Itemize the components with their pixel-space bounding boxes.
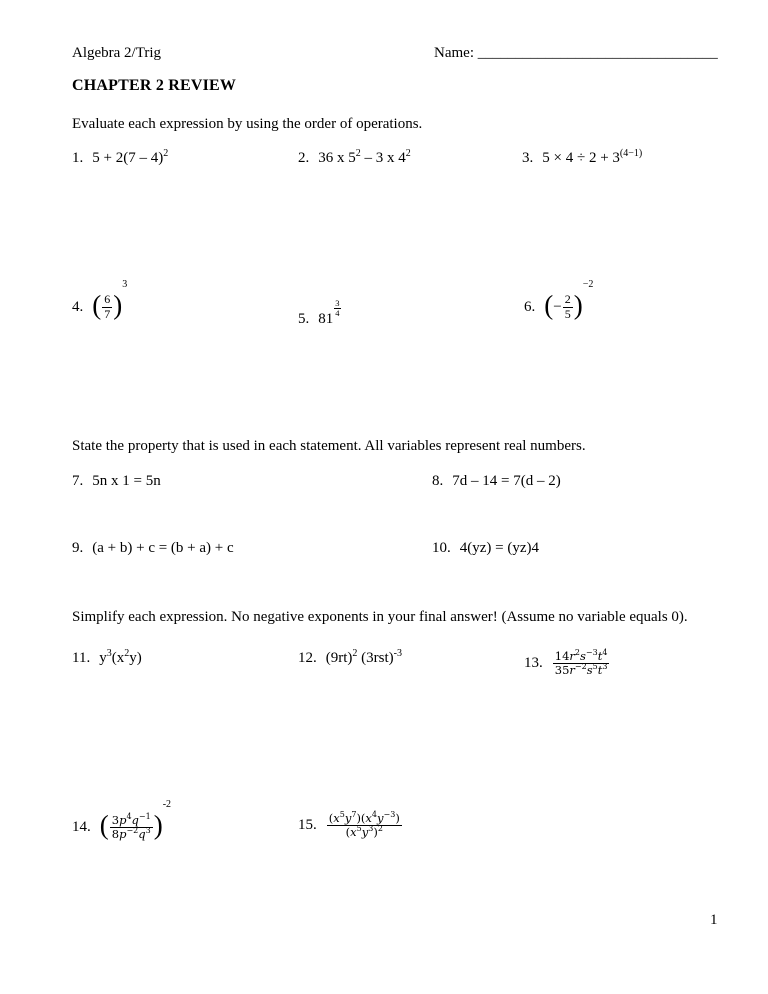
section-2-instructions: State the property that is used in each statement. All variables represent real numbers.: [72, 438, 586, 454]
problem-3-expression: $5 \times 4 \div 2 + 3^{(4-1)}$: [542, 148, 643, 166]
course-label: Algebra 2/Trig: [72, 45, 162, 61]
problem-1-number: 1.: [72, 150, 84, 166]
problem-13-expression: $\frac{14r^2s^{-3}t^4}{35r^{-2}s^5t^3}$: [554, 648, 608, 678]
problem-12-number: 12.: [298, 650, 317, 666]
problem-8: [432, 473, 561, 490]
problem-2-expression: 36 x $5^2 - 3$ x $4^2$: [318, 148, 411, 166]
problem-7: [72, 473, 161, 490]
problem-10-expression: 4(yz) = (yz)4: [459, 540, 540, 556]
problem-10: [432, 540, 539, 557]
problem-4-number: 4.: [72, 298, 84, 315]
problem-6: [524, 279, 594, 323]
problem-14-number: 14.: [72, 818, 91, 835]
problem-15-expression: $\frac{(x^5y^7)(x^4y^{-3})}{(x^5y^3)^2}$: [328, 810, 400, 840]
problem-2-number: 2.: [298, 150, 310, 166]
problem-15-number: 15.: [298, 817, 317, 834]
problem-5: [298, 299, 341, 328]
problem-5-expression: 81 $\frac{3}{4}$: [318, 298, 340, 328]
problem-6-expression: (− $\frac{2}{5}$ )$^{-2}$: [544, 279, 594, 321]
problem-11-number: 11.: [72, 650, 91, 666]
problem-5-number: 5.: [298, 311, 310, 328]
problem-9-number: 9.: [72, 540, 84, 556]
problem-4: [72, 279, 128, 323]
problem-14: [72, 799, 172, 843]
problem-8-number: 8.: [432, 473, 444, 489]
problem-7-number: 7.: [72, 473, 84, 489]
problem-6-number: 6.: [524, 298, 536, 315]
problem-1-expression: 5 + 2(7 – 4)$^2$: [92, 148, 169, 166]
page-number: 1: [710, 912, 718, 928]
name-field: Name: ________________________________: [434, 45, 718, 61]
problem-7-expression: 5n x 1 = 5n: [92, 473, 161, 489]
problem-2: [298, 150, 411, 167]
section-1-instructions: Evaluate each expression by using the order of operations.: [72, 116, 423, 132]
problem-15: [298, 812, 403, 839]
problem-9: [72, 540, 234, 557]
problem-14-expression: ( $\frac{3p^4q^{-1}}{8p^{-2}q^3}$ )$^{-2}$: [99, 799, 172, 841]
problem-8-expression: 7d – 14 = 7(d – 2): [452, 473, 561, 489]
problem-12-expression: $(9rt)^2$ $(3rst)^{-3}$: [325, 648, 402, 666]
problem-13-number: 13.: [524, 655, 543, 672]
problem-1: [72, 150, 168, 167]
problem-11: [72, 650, 142, 667]
problem-3: [522, 150, 642, 167]
section-3-instructions: Simplify each expression. No negative exponents in your final answer! (Assume no variable equals 0).: [72, 609, 688, 625]
problem-10-number: 10.: [432, 540, 451, 556]
problem-4-expression: ( $\frac{6}{7}$ )$^3$: [92, 279, 128, 321]
document-title: CHAPTER 2 REVIEW: [72, 77, 237, 94]
problem-3-number: 3.: [522, 150, 534, 166]
problem-11-expression: $y^3(x^2y)$: [99, 648, 142, 666]
problem-13: [524, 650, 610, 677]
problem-12: [298, 650, 402, 667]
problem-9-expression: (a + b) + c = (b + a) + c: [92, 540, 234, 556]
